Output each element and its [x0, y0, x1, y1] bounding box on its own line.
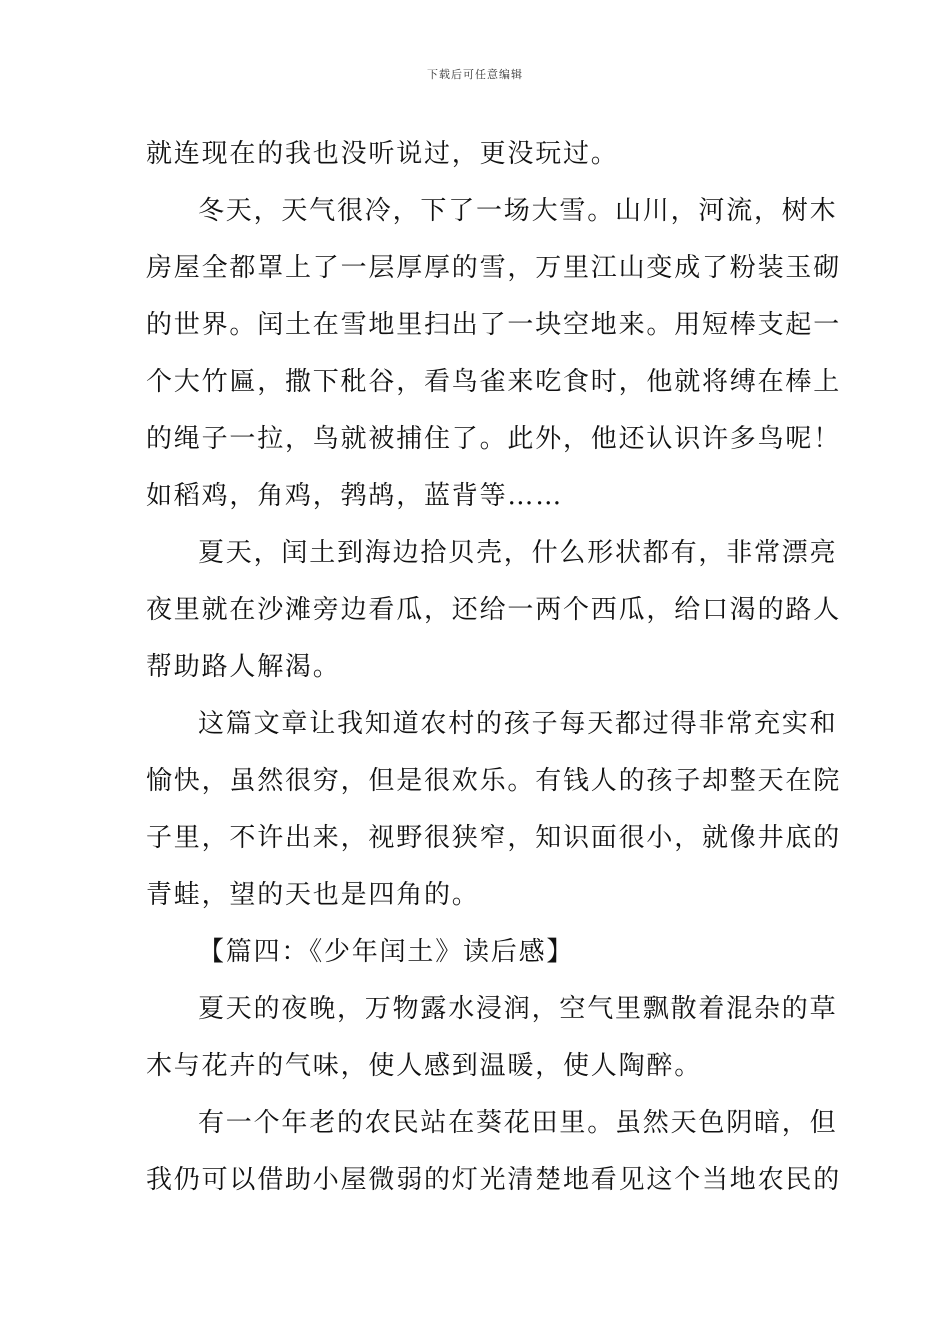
text-line: 的绳子一拉，鸟就被捕住了。此外，他还认识许多鸟呢！: [146, 424, 842, 454]
text-line: 就连现在的我也没听说过，更没玩过。: [146, 139, 619, 169]
paragraph-reflection-start: 这篇文章让我知道农村的孩子每天都过得非常充实和: [198, 709, 838, 739]
text-line: 帮助路人解渴。: [146, 652, 341, 682]
document-body: [146, 130, 842, 1213]
paragraph-winter-start: 冬天，天气很冷，下了一场大雪。山川，河流，树木: [198, 196, 838, 226]
text-line: 青蛙，望的天也是四角的。: [146, 880, 480, 910]
paragraph-farmer-start: 有一个年老的农民站在葵花田里。虽然天色阴暗，但: [198, 1108, 838, 1138]
text-line: 我仍可以借助小屋微弱的灯光清楚地看见这个当地农民的: [146, 1165, 842, 1195]
paragraph-summer-start: 夏天，闰土到海边拾贝壳，什么形状都有，非常漂亮: [198, 538, 838, 568]
text-line: 夜里就在沙滩旁边看瓜，还给一两个西瓜，给口渴的路人: [146, 595, 842, 625]
section-heading: 【篇四：《少年闰土》读后感】: [198, 937, 575, 967]
text-line: 木与花卉的气味，使人感到温暖，使人陶醉。: [146, 1051, 703, 1081]
text-line: 个大竹匾，撒下秕谷，看鸟雀来吃食时，他就将缚在棒上: [146, 367, 842, 397]
text-line: 如稻鸡，角鸡，鹁鸪，蓝背等……: [146, 481, 564, 511]
text-line: 愉快，虽然很穷，但是很欢乐。有钱人的孩子却整天在院: [146, 766, 842, 796]
text-line: 子里，不许出来，视野很狭窄，知识面很小，就像井底的: [146, 823, 842, 853]
paragraph-summer-night-start: 夏天的夜晚，万物露水浸润，空气里飘散着混杂的草: [198, 994, 838, 1024]
text-line: 房屋全都罩上了一层厚厚的雪，万里江山变成了粉装玉砌: [146, 253, 842, 283]
page-header: 下载后可任意编辑: [427, 68, 523, 81]
text-line: 的世界。闰土在雪地里扫出了一块空地来。用短棒支起一: [146, 310, 842, 340]
